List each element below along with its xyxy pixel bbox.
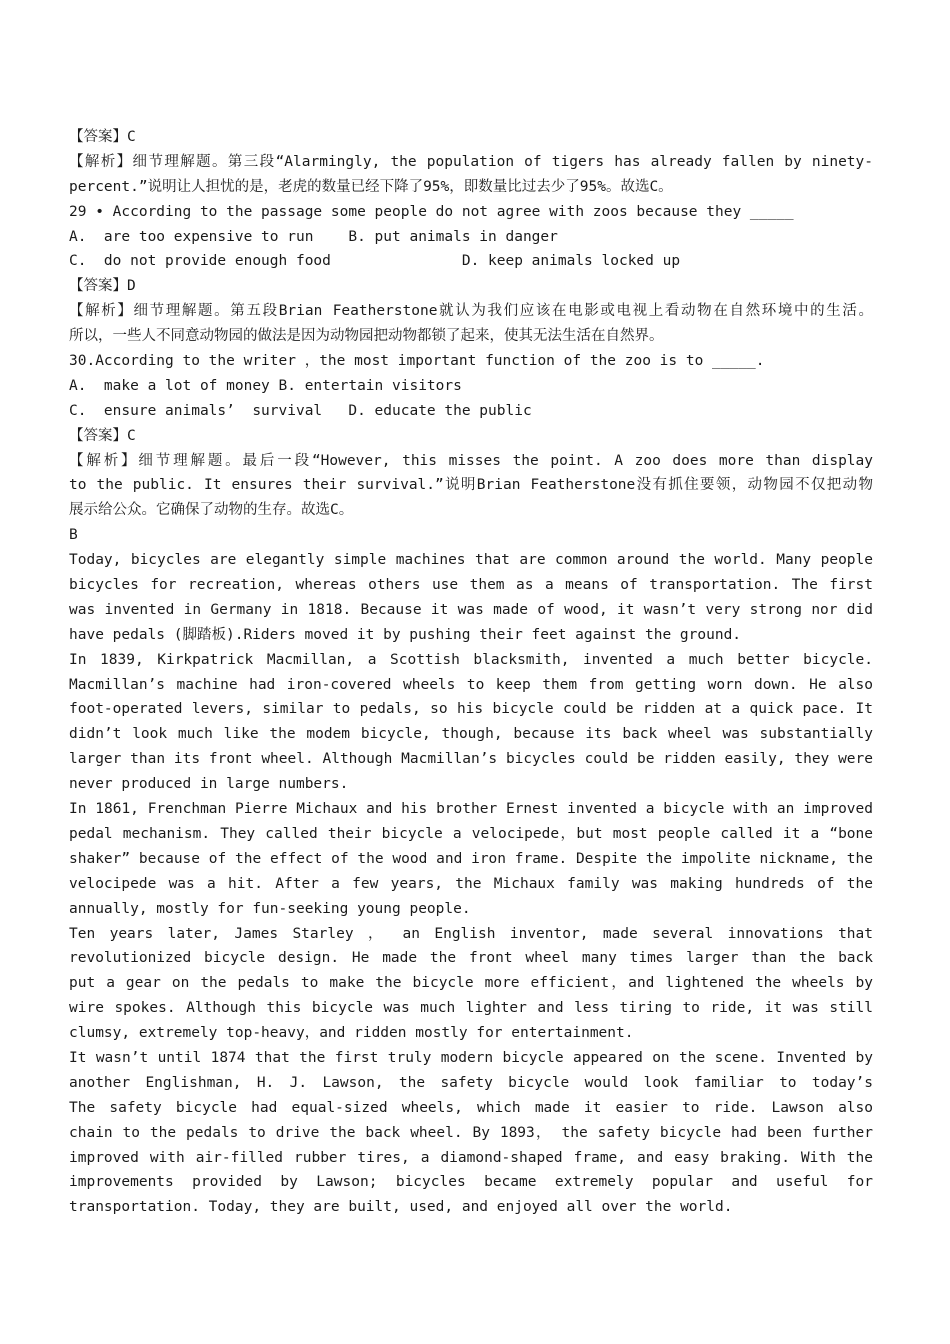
text-line: larger than its front wheel. Although Macmillan’s bicycles could be ridden easily, they were — [69, 751, 873, 768]
text-line: It wasn’t until 1874 that the first truly modern bicycle appeared on the scene. Invented by — [69, 1049, 873, 1066]
text-line: Today, bicycles are elegantly simple machines that are common around the world. Many people — [69, 552, 873, 569]
text-line: pedal mechanism. They called their bicycle a velocipede，but most people called it a “bone — [69, 825, 873, 842]
text-line: clumsy, extremely top-heavy，and ridden mostly for entertainment. — [69, 1025, 634, 1042]
text-line: In 1839, Kirkpatrick Macmillan, a Scottish blacksmith, invented a much better bicycle. — [69, 651, 873, 668]
text-line: foot-operated levers, similar to pedals, so his bicycle could be ridden at a quick pace. It — [69, 701, 873, 718]
text-line: bicycles for recreation, whereas others use them as a means of transportation. The first — [69, 577, 873, 594]
text-line: 所以，一些人不同意动物园的做法是因为动物园把动物都锁了起来，使其无法生活在自然界。 — [69, 328, 664, 345]
text-line: another Englishman, H. J. Lawson, the safety bicycle would look familiar to today’s — [69, 1074, 873, 1091]
text-line: shaker” because of the effect of the wood and iron frame. Despite the impolite nickname, the — [69, 850, 873, 867]
text-line: 30.According to the writer ，the most important function of the zoo is to _____. — [69, 353, 765, 370]
text-line: annually, mostly for fun-seeking young people. — [69, 900, 471, 917]
document-page — [69, 125, 873, 1220]
text-line: improvements provided by Lawson; bicycles became extremely popular and useful for — [69, 1174, 873, 1191]
text-line: 【答案】C — [69, 129, 136, 145]
text-line: 展示给公众。它确保了动物的生存。故选C。 — [69, 502, 354, 519]
text-line: In 1861, Frenchman Pierre Michaux and his brother Ernest invented a bicycle with an improved — [69, 801, 873, 818]
text-line: C. do not provide enough food D. keep animals locked up — [69, 253, 681, 270]
text-line: 【答案】C — [69, 427, 136, 444]
text-line: 【答案】D — [69, 278, 136, 295]
text-line: wire spokes. Although this bicycle was much lighter and less tiring to ride, it was still — [69, 1000, 873, 1017]
text-line: have pedals (脚踏板).Riders moved it by pushing their feet against the ground. — [69, 626, 742, 643]
text-line: C. ensure animals’ survival D. educate the public — [69, 402, 532, 419]
text-line: percent.”说明让人担忧的是，老虎的数量已经下降了95%，即数量比过去少了95%。故选C。 — [69, 178, 673, 195]
text-line: A. make a lot of money B. entertain visitors — [69, 377, 462, 394]
text-line: was invented in Germany in 1818. Because it was made of wood, it wasn’t very strong nor did — [69, 601, 873, 618]
text-line: put a gear on the pedals to make the bicycle more efficient，and lightened the wheels by — [69, 975, 873, 992]
text-line: Ten years later, James Starley ， an English inventor, made several innovations that — [69, 925, 873, 942]
text-line: Macmillan’s machine had iron-covered wheels to keep them from getting worn down. He also — [69, 676, 873, 693]
text-line: improved with air-filled rubber tires, a diamond-shaped frame, and easy braking. With the — [69, 1149, 873, 1166]
text-line: to the public. It ensures their survival.”说明Brian Featherstone没有抓住要领，动物园不仅把动物 — [69, 477, 873, 494]
text-line: 【解析】细节理解题。第三段“Alarmingly, the population of tigers has already fallen by ninety- — [69, 153, 873, 170]
text-line: transportation. Today, they are built, used, and enjoyed all over the world. — [69, 1199, 733, 1216]
text-line: chain to the pedals to drive the back wheel. By 1893， the safety bicycle had been further — [69, 1124, 873, 1141]
text-line: 【解析】细节理解题。第五段Brian Featherstone就认为我们应该在电影或电视上看动物在自然环境中的生活。 — [69, 303, 873, 320]
text-line: velocipede was a hit. After a few years, the Michaux family was making hundreds of the — [69, 875, 873, 892]
text-line: The safety bicycle had equal-sized wheels, which made it easier to ride. Lawson also — [69, 1099, 873, 1116]
text-line: 【解析】细节理解题。最后一段“However, this misses the point. A zoo does more than display — [69, 452, 873, 469]
text-line: didn’t look much like the modem bicycle, though, because its back wheel was substantially — [69, 726, 873, 743]
text-line: A. are too expensive to run B. put animals in danger — [69, 228, 558, 245]
text-line: never produced in large numbers. — [69, 776, 349, 793]
text-line: revolutionized bicycle design. He made the front wheel many times larger than the back — [69, 950, 873, 967]
text-line: 29 • According to the passage some people do not agree with zoos because they _____ — [69, 203, 794, 220]
text-line: B — [69, 527, 78, 544]
